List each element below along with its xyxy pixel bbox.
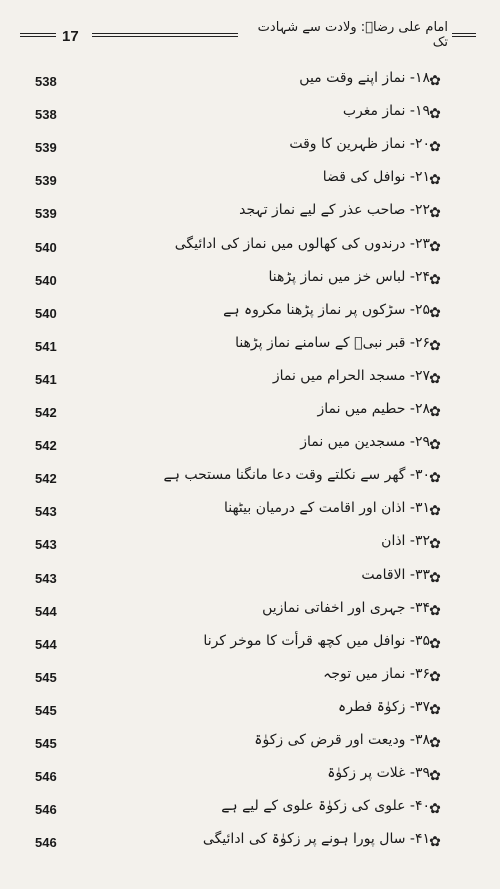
flower-bullet-icon: ✿ bbox=[429, 205, 441, 222]
toc-entry-page: 545 bbox=[35, 736, 57, 751]
toc-entry-title: ۳۶- نماز میں توجہ bbox=[323, 665, 430, 682]
flower-bullet-icon: ✿ bbox=[429, 503, 441, 520]
toc-entry-title: ۲۵- سڑکوں پر نماز پڑھنا مکروہ ہے bbox=[223, 301, 430, 318]
header-rule-left bbox=[20, 33, 56, 37]
toc-entry-page: 546 bbox=[35, 769, 57, 785]
page-number: 17 bbox=[62, 28, 79, 45]
flower-bullet-icon: ✿ bbox=[429, 238, 441, 255]
flower-bullet-icon: ✿ bbox=[429, 370, 441, 387]
toc-entry-title: ۲۱- نوافل کی قضا bbox=[322, 169, 430, 186]
toc-entry-page: 544 bbox=[35, 636, 57, 652]
toc-entry bbox=[0, 234, 500, 264]
toc-entry-title: ۱۹- نماز مغرب bbox=[342, 103, 430, 120]
flower-bullet-icon: ✿ bbox=[429, 437, 441, 454]
toc-entry-title: ۳۰- گھر سے نکلتے وقت دعا مانگنا مستحب ہے bbox=[163, 467, 430, 484]
toc-entry bbox=[0, 498, 500, 528]
toc-entry bbox=[0, 763, 500, 793]
toc-entry bbox=[0, 267, 500, 297]
toc-entry bbox=[0, 730, 500, 760]
toc-entry-title: ۳۱- اذان اور اقامت کے درمیان بیٹھنا bbox=[223, 500, 430, 517]
toc-entry-title: ۲۳- درندوں کی کھالوں میں نماز کی ادائیگی bbox=[174, 235, 430, 252]
toc-entry bbox=[0, 68, 500, 98]
toc-entry-page: 540 bbox=[35, 239, 57, 255]
toc-entry bbox=[0, 134, 500, 164]
table-of-contents bbox=[0, 60, 500, 880]
header-rule-middle bbox=[92, 33, 238, 37]
toc-entry-title: ۳۳- الاقامت bbox=[361, 566, 430, 583]
toc-entry-page: 538 bbox=[35, 107, 57, 123]
toc-entry bbox=[0, 101, 500, 131]
toc-entry-page: 545 bbox=[35, 669, 57, 685]
toc-entry-page: 539 bbox=[35, 140, 57, 156]
toc-entry bbox=[0, 697, 500, 727]
toc-entry-title: ۱۸- نماز اپنے وقت میں bbox=[299, 70, 430, 86]
flower-bullet-icon: ✿ bbox=[429, 635, 441, 652]
toc-entry bbox=[0, 333, 500, 363]
flower-bullet-icon: ✿ bbox=[429, 337, 441, 354]
toc-entry-page: 542 bbox=[35, 471, 57, 487]
toc-entry-page: 541 bbox=[35, 371, 57, 387]
flower-bullet-icon: ✿ bbox=[429, 304, 441, 321]
toc-entry-title: ۴۱- سال پورا ہونے پر زکوٰۃ کی ادائیگی bbox=[202, 831, 430, 848]
toc-entry-title: ۲۷- مسجد الحرام میں نماز bbox=[272, 367, 430, 384]
toc-entry bbox=[0, 565, 500, 595]
toc-entry bbox=[0, 300, 500, 330]
toc-entry bbox=[0, 531, 500, 561]
flower-bullet-icon: ✿ bbox=[429, 470, 441, 487]
toc-entry-title: ۲۹- مسجدین میں نماز bbox=[300, 434, 430, 451]
flower-bullet-icon: ✿ bbox=[429, 73, 441, 89]
flower-bullet-icon: ✿ bbox=[429, 404, 441, 420]
toc-entry bbox=[0, 465, 500, 495]
flower-bullet-icon: ✿ bbox=[429, 834, 441, 851]
toc-entry-title: ۲۰- نماز ظہرین کا وقت bbox=[289, 136, 430, 153]
toc-entry bbox=[0, 598, 500, 628]
toc-entry-page: 540 bbox=[35, 272, 57, 288]
flower-bullet-icon: ✿ bbox=[429, 602, 441, 619]
page-header bbox=[0, 0, 500, 58]
toc-entry bbox=[0, 366, 500, 396]
toc-entry-page: 541 bbox=[35, 338, 57, 354]
toc-entry-page: 546 bbox=[35, 835, 57, 851]
flower-bullet-icon: ✿ bbox=[429, 271, 441, 288]
toc-entry-title: ۲۸- حطیم میں نماز bbox=[317, 401, 430, 417]
toc-entry-page: 544 bbox=[35, 603, 57, 619]
toc-entry-page: 539 bbox=[35, 206, 57, 222]
toc-entry-title: ۲۶- قبر نبیؐ کے سامنے نماز پڑھنا bbox=[235, 334, 430, 351]
toc-entry bbox=[0, 399, 500, 429]
toc-entry-title: ۳۵- نوافل میں کچھ قرأت کا موخر کرنا bbox=[203, 632, 430, 649]
toc-entry-page: 538 bbox=[35, 74, 57, 89]
toc-entry-page: 542 bbox=[35, 438, 57, 454]
toc-entry bbox=[0, 432, 500, 462]
toc-entry-page: 539 bbox=[35, 173, 57, 189]
flower-bullet-icon: ✿ bbox=[429, 139, 441, 156]
toc-entry-title: ۴۰- علوی کی زکوٰۃ علوی کے لیے ہے bbox=[221, 798, 430, 815]
flower-bullet-icon: ✿ bbox=[429, 172, 441, 189]
toc-entry bbox=[0, 200, 500, 230]
toc-entry-title: ۳۷- زکوٰۃ فطرہ bbox=[338, 698, 430, 715]
running-title: امام علی رضاؑ: ولادت سے شہادت تک bbox=[257, 20, 448, 50]
toc-entry-title: ۳۲- اذان bbox=[381, 533, 430, 550]
toc-entry-page: 543 bbox=[35, 504, 57, 520]
toc-entry-title: ۳۴- جہری اور اخفاتی نمازیں bbox=[262, 599, 430, 616]
toc-entry-page: 545 bbox=[35, 702, 57, 718]
flower-bullet-icon: ✿ bbox=[429, 668, 441, 685]
flower-bullet-icon: ✿ bbox=[429, 701, 441, 718]
flower-bullet-icon: ✿ bbox=[429, 735, 441, 751]
toc-entry-page: 543 bbox=[35, 537, 57, 553]
toc-entry bbox=[0, 631, 500, 661]
toc-entry-page: 543 bbox=[35, 570, 57, 586]
flower-bullet-icon: ✿ bbox=[429, 106, 441, 123]
toc-entry-title: ۲۴- لباس خز میں نماز پڑھنا bbox=[268, 268, 430, 285]
toc-entry bbox=[0, 664, 500, 694]
toc-entry-title: ۲۲- صاحب عذر کے لیے نماز تہجد bbox=[239, 202, 430, 219]
toc-entry-title: ۳۹- غلات پر زکوٰۃ bbox=[327, 765, 430, 782]
toc-entry-page: 540 bbox=[35, 305, 57, 321]
toc-entry-page: 546 bbox=[35, 802, 57, 818]
flower-bullet-icon: ✿ bbox=[429, 801, 441, 818]
toc-entry bbox=[0, 167, 500, 197]
toc-entry bbox=[0, 796, 500, 826]
header-rule-right bbox=[452, 33, 476, 37]
flower-bullet-icon: ✿ bbox=[429, 569, 441, 586]
flower-bullet-icon: ✿ bbox=[429, 536, 441, 553]
toc-entry-title: ۳۸- ودیعت اور قرض کی زکوٰۃ bbox=[254, 732, 430, 748]
flower-bullet-icon: ✿ bbox=[429, 768, 441, 785]
toc-entry-page: 542 bbox=[35, 405, 57, 420]
toc-entry bbox=[0, 829, 500, 859]
